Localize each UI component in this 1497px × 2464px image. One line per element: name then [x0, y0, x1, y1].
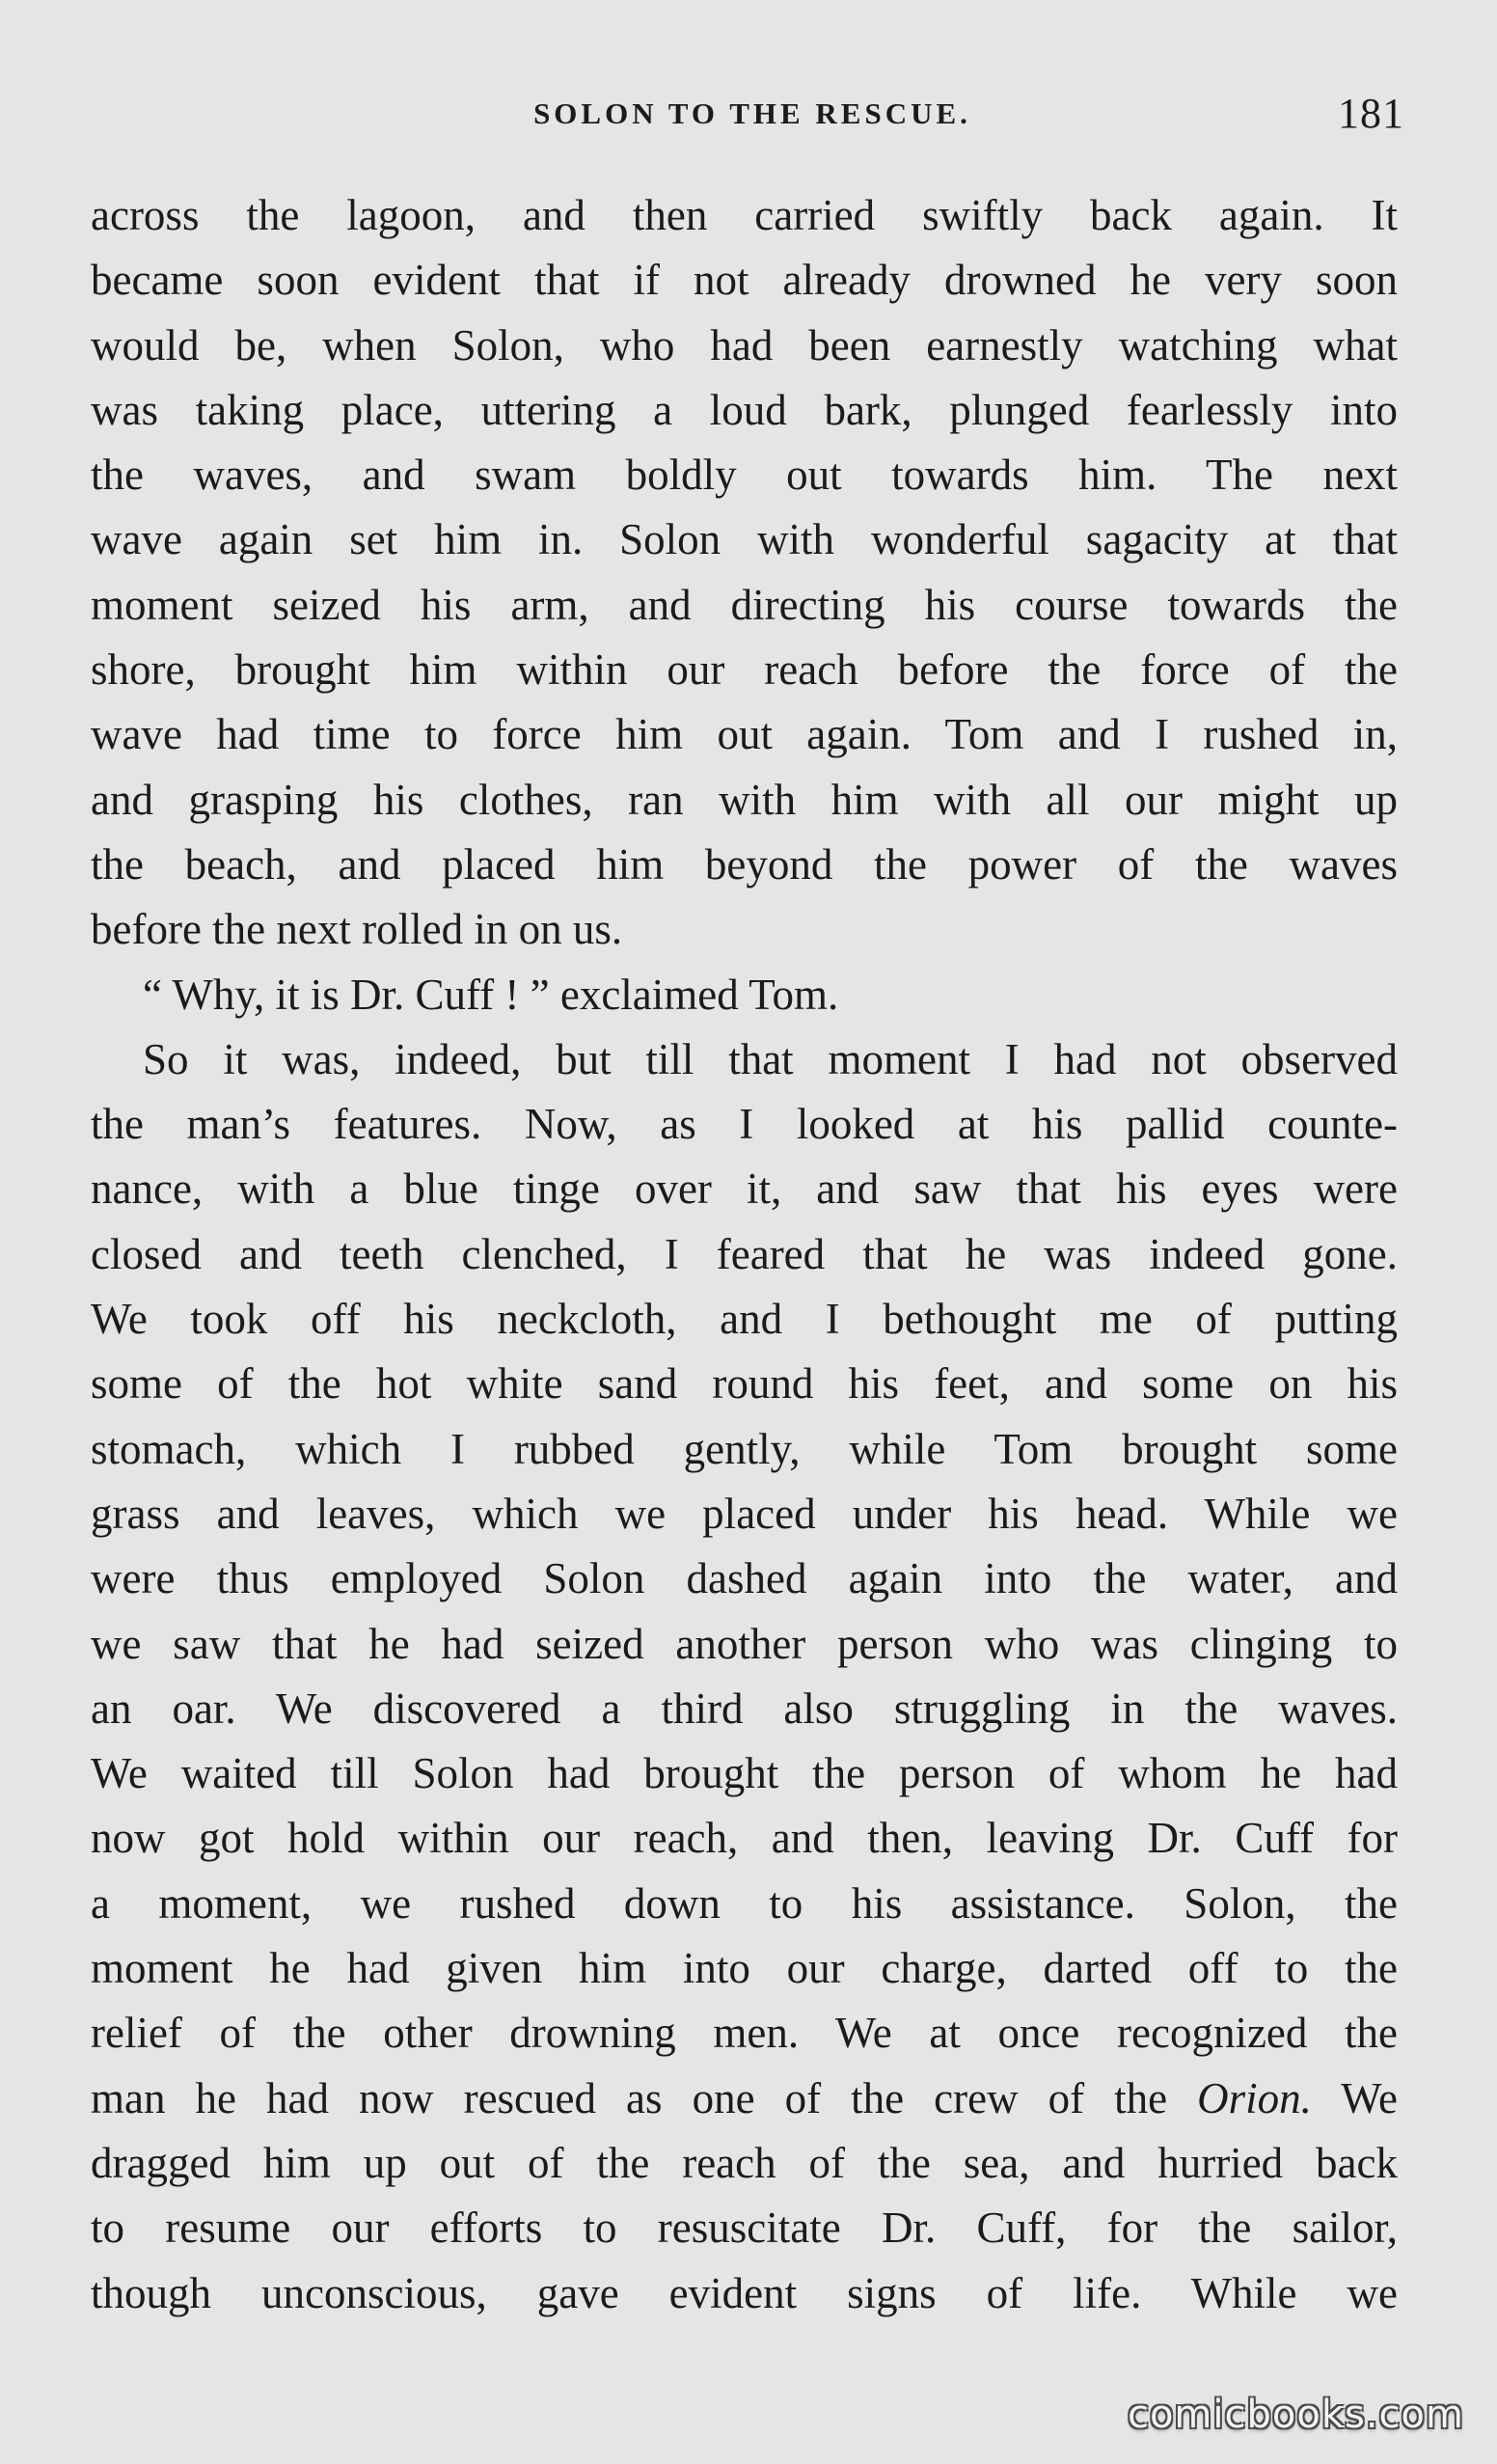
text-line: the beach, and placed him beyond the power of the waves: [91, 839, 1398, 889]
text-line: closed and teeth clenched, I feared that he was indeed gone.: [91, 1229, 1398, 1278]
text-line: dragged him up out of the reach of the sea, and hurried back: [91, 2138, 1398, 2187]
text-line: moment he had given him into our charge, darted off to the: [91, 1944, 1398, 1993]
text-line: would be, when Solon, who had been earnestly watching what: [91, 320, 1398, 370]
text-line: some of the hot white sand round his feet, and some on his: [91, 1359, 1398, 1409]
text-line: the man’s features. Now, as I looked at his pallid counte-: [91, 1100, 1398, 1149]
text-segment: We: [1341, 2073, 1398, 2122]
text-line: an oar. We discovered a third also struggling in the waves.: [91, 1684, 1398, 1733]
text-line: grass and leaves, which we placed under his head. While we: [91, 1489, 1398, 1538]
text-line: the waves, and swam boldly out towards him. The next: [91, 451, 1398, 500]
text-line: became soon evident that if not already drowned he very soon: [91, 256, 1398, 305]
text-line: across the lagoon, and then carried swiftly back again. It: [91, 191, 1398, 239]
body-text: [91, 183, 1398, 2326]
running-title: SOLON TO THE RESCUE.: [533, 96, 971, 130]
text-line: stomach, which I rubbed gently, while Tom brought some: [91, 1424, 1398, 1473]
text-line: to resume our efforts to resuscitate Dr. Cuff, for the sailor,: [91, 2204, 1398, 2253]
ship-name: Orion.: [1197, 2073, 1312, 2122]
text-segment: man he had now rescued as one of the crew of the: [91, 2073, 1168, 2122]
text-line: nance, with a blue tinge over it, and saw that his eyes were: [91, 1164, 1398, 1214]
running-head: [96, 90, 1408, 143]
text-line: wave again set him in. Solon with wonderful sagacity at that: [91, 515, 1398, 564]
text-line: moment seized his arm, and directing his course towards the: [91, 580, 1398, 629]
text-line: We took off his neckcloth, and I bethought me of putting: [91, 1295, 1398, 1344]
text-line: a moment, we rushed down to his assistance. Solon, the: [91, 1878, 1398, 1928]
text-line-with-ship-name: [91, 2067, 1398, 2131]
text-line: was taking place, uttering a loud bark, plunged fearlessly into: [91, 385, 1398, 434]
text-line: shore, brought him within our reach before the force of the: [91, 645, 1398, 695]
paragraph-start-line: So it was, indeed, but till that moment I had not observed: [143, 1034, 1398, 1083]
text-line: now got hold within our reach, and then, leaving Dr. Cuff for: [91, 1814, 1398, 1863]
watermark: comicbooks.com: [1127, 2393, 1464, 2437]
text-line: were thus employed Solon dashed again into the water, and: [91, 1554, 1398, 1603]
text-line: We waited till Solon had brought the person of whom he had: [91, 1749, 1398, 1798]
page-number: 181: [1338, 90, 1404, 137]
paragraph-end-line: before the next rolled in on us.: [91, 905, 623, 954]
dialogue-line: “ Why, it is Dr. Cuff ! ” exclaimed Tom.: [143, 970, 839, 1019]
text-line: relief of the other drowning men. We at once recognized the: [91, 2009, 1398, 2058]
text-line: wave had time to force him out again. Tom and I rushed in,: [91, 710, 1398, 759]
text-line: and grasping his clothes, ran with him with all our might up: [91, 775, 1398, 824]
text-line: we saw that he had seized another person who was clinging to: [91, 1619, 1398, 1668]
text-line: though unconscious, gave evident signs of life. While we: [91, 2268, 1398, 2317]
